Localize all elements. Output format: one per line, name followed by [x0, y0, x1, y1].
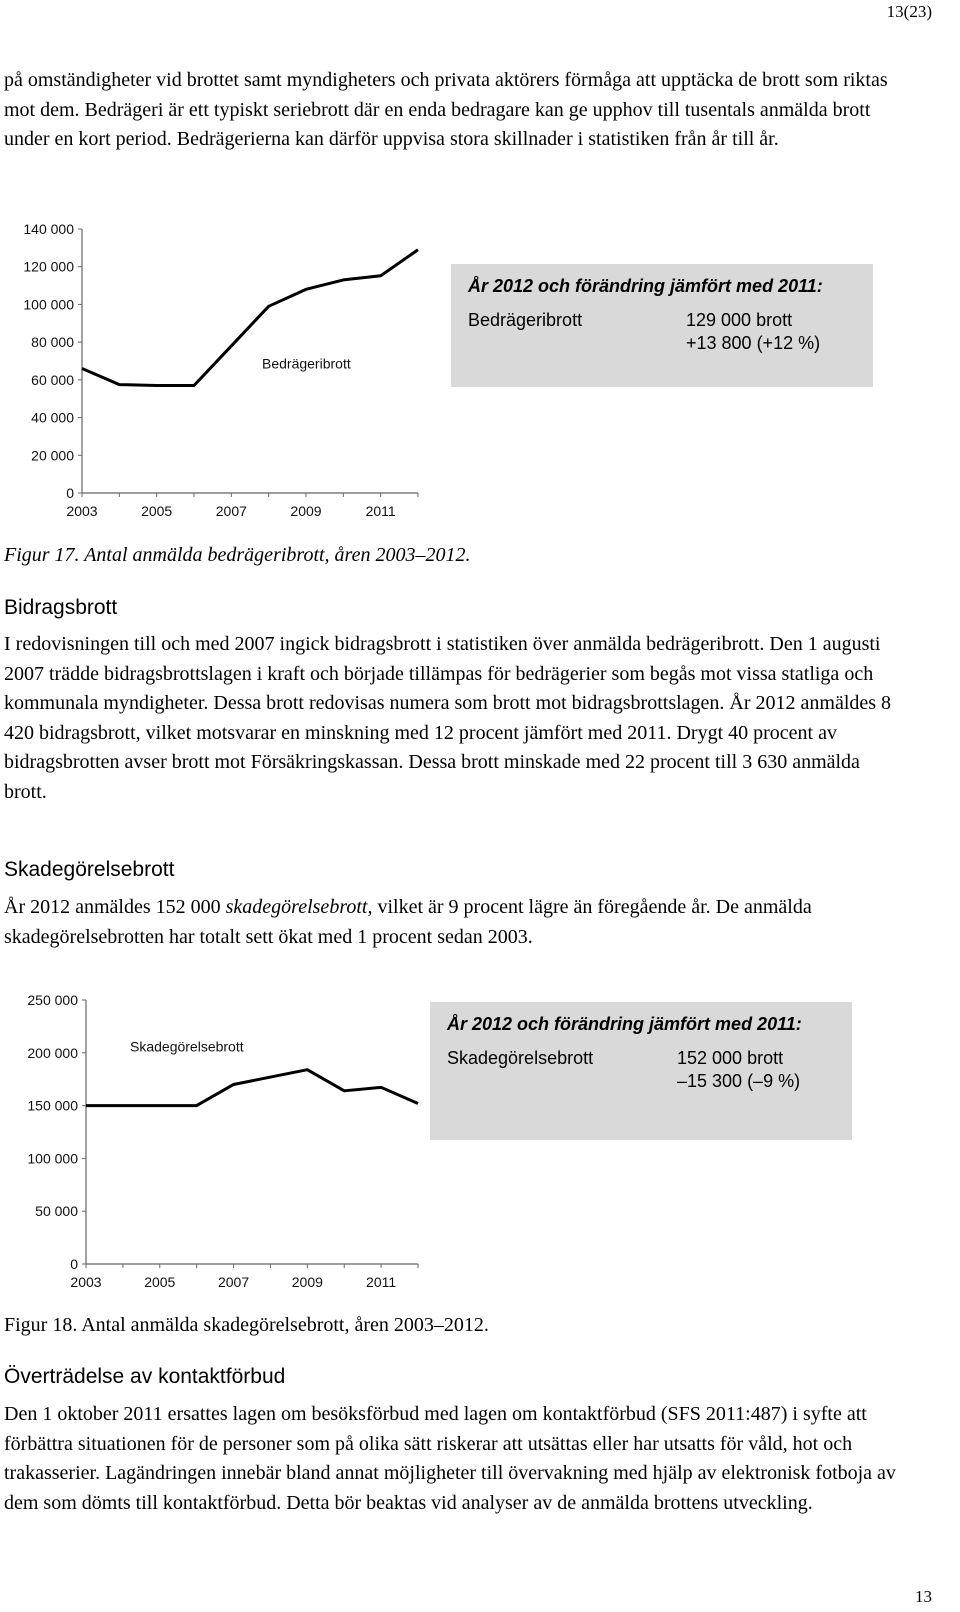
series-line — [86, 1070, 418, 1106]
infobox-change: –15 300 (–9 %) — [677, 1071, 801, 1091]
figure-17-caption: Figur 17. Antal anmälda bedrägeribrott, åren 2003–2012. — [4, 544, 471, 566]
x-tick-label: 2011 — [365, 503, 396, 519]
x-tick-label: 2007 — [217, 1274, 250, 1290]
x-tick-label: 2007 — [215, 503, 247, 519]
y-tick-label: 100 000 — [23, 296, 74, 313]
x-tick-label: 2003 — [70, 1274, 102, 1290]
chart-skadegorelsebrott — [0, 986, 440, 1296]
series-label: Bedrägeribrott — [262, 355, 351, 372]
y-tick-label: 140 000 — [23, 221, 74, 237]
infobox-row — [468, 309, 857, 355]
chart-bedrageribrott — [0, 216, 440, 526]
y-tick-label: 200 000 — [27, 1044, 78, 1061]
infobox-change: +13 800 (+12 %) — [686, 333, 821, 353]
x-tick-label: 2011 — [366, 1274, 397, 1290]
infobox-values — [677, 1047, 800, 1093]
y-tick-label: 100 000 — [27, 1150, 78, 1167]
infobox-title: År 2012 och förändring jämfört med 2011: — [468, 276, 823, 296]
infobox-fig17 — [451, 264, 873, 387]
y-tick-label: 40 000 — [31, 409, 74, 426]
bidragsbrott-paragraph: I redovisningen till och med 2007 ingick bidragsbrott i statistiken över anmälda bedrägeribrott. Den 1 augusti 2007 trädde bidragsbrottslagen i kraft och började tillämpas för bedrägerier som begås mot vissa statliga och kommunala myndigheter. Dessa brott redovisas numera som brott mot bidragsbrottslagen. År 2012 anmäldes 8 420 bidragsbrott, vilket motsvarar en minskning med 12 procent jämfört med 2011. Drygt 40 procent av bidragsbrotten avser brott mot Försäkringskassan. Dessa brott minskade med 22 procent till 3 630 anmälda brott. — [4, 633, 892, 803]
skadegorelse-paragraph — [4, 893, 904, 952]
heading-kontaktforbud: Överträdelse av kontaktförbud — [4, 1365, 286, 1388]
infobox-title: År 2012 och förändring jämfört med 2011: — [447, 1014, 802, 1034]
y-tick-label: 250 000 — [27, 992, 78, 1008]
infobox-fig18 — [430, 1002, 852, 1140]
x-tick-label: 2009 — [291, 1274, 323, 1290]
infobox-values — [686, 309, 820, 355]
x-tick-label: 2005 — [144, 1274, 176, 1290]
heading-bidragsbrott: Bidragsbrott — [4, 596, 118, 619]
skade-text-italic: skadegörelsebrott, — [225, 896, 373, 918]
infobox-value: 152 000 brott — [677, 1048, 784, 1068]
kontaktforbud-paragraph: Den 1 oktober 2011 ersattes lagen om besöksförbud med lagen om kontaktförbud (SFS 2011:487) i syfte att förbättra situationen för de personer som på olika sätt riskerar att utsättas eller har utsatts för våld, hot och trakasserier. Lagändringen innebär bland annat möjligheter till övervakning med hjälp av elektronisk fotboja av dem som dömts till kontaktförbud. Detta bör beaktas vid analyser av de anmälda brottens utveckling. — [4, 1403, 896, 1514]
x-tick-label: 2005 — [141, 503, 173, 519]
y-tick-label: 60 000 — [31, 371, 74, 388]
y-tick-label: 80 000 — [31, 334, 74, 351]
y-tick-label: 0 — [70, 1256, 78, 1272]
series-line — [82, 250, 418, 386]
x-tick-label: 2009 — [290, 503, 322, 519]
figure-18-caption: Figur 18. Antal anmälda skadegörelsebrott, åren 2003–2012. — [4, 1314, 489, 1336]
page-number-bottom: 13 — [915, 1587, 932, 1606]
y-tick-label: 150 000 — [27, 1097, 78, 1114]
infobox-value: 129 000 brott — [686, 310, 793, 330]
y-tick-label: 0 — [66, 485, 74, 501]
infobox-row — [447, 1047, 836, 1093]
infobox-label: Skadegörelsebrott — [447, 1048, 594, 1068]
y-tick-label: 50 000 — [35, 1203, 78, 1220]
skade-text-2: vilket är 9 procent lägre än föregående år. De anmälda skadegörelsebrotten har totalt sett ökat med 1 procent sedan 2003. — [4, 896, 812, 948]
intro-paragraph: på omständigheter vid brottet samt myndigheters och privata aktörers förmåga att upptäcka de brott som riktas mot dem. Bedrägeri är ett typiskt seriebrott där en enda bedragare kan ge upphov till tusentals anmälda brott under en kort period. Bedrägerierna kan därför uppvisa stora skillnader i statistiken från år till år. — [4, 69, 888, 150]
page-number-top: 13(23) — [886, 2, 932, 21]
heading-skadegorelsebrott: Skadegörelsebrott — [4, 858, 175, 881]
infobox-label: Bedrägeribrott — [468, 310, 583, 330]
y-tick-label: 20 000 — [31, 447, 74, 464]
skade-text-1: År 2012 anmäldes 152 000 — [4, 896, 226, 918]
x-tick-label: 2003 — [66, 503, 98, 519]
series-label: Skadegörelsebrott — [130, 1038, 244, 1055]
y-tick-label: 120 000 — [23, 258, 74, 275]
